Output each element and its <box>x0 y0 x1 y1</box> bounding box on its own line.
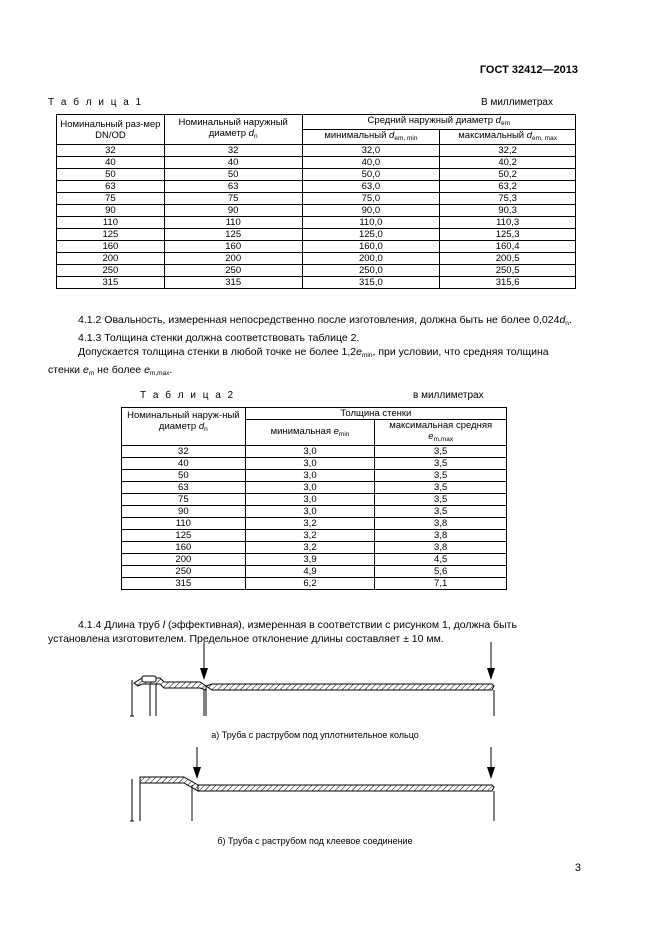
table1-cell: 75,3 <box>440 193 576 205</box>
table2-header-wall-thickness: Толщина стенки <box>245 408 506 420</box>
table2-cell: 3,8 <box>375 530 507 542</box>
figure-a-caption: а) Труба с раструбом под уплотнительное кольцо <box>211 730 419 740</box>
table1-row <box>57 241 576 253</box>
table1-cell: 160 <box>57 241 165 253</box>
table2-cell: 3,0 <box>245 506 375 518</box>
table2-units: в миллиметрах <box>413 390 484 401</box>
table1-cell: 160,4 <box>440 241 576 253</box>
table1-cell: 125,3 <box>440 229 576 241</box>
table1-cell: 200 <box>164 253 302 265</box>
table2-row <box>122 566 507 578</box>
document-code: ГОСТ 32412—2013 <box>479 64 578 76</box>
table2-cell: 6,2 <box>245 578 375 590</box>
table1-cell: 75,0 <box>302 193 440 205</box>
table2-cell: 3,0 <box>245 446 375 458</box>
table1-row <box>57 193 576 205</box>
table2-row <box>122 578 507 590</box>
table2-cell: 4,5 <box>375 554 507 566</box>
table2-row <box>122 542 507 554</box>
table1-cell: 32,0 <box>302 145 440 157</box>
table2-row <box>122 506 507 518</box>
table1-cell: 160,0 <box>302 241 440 253</box>
table2-cell: 3,5 <box>375 482 507 494</box>
table1-cell: 40,2 <box>440 157 576 169</box>
table2-cell: 40 <box>122 458 246 470</box>
table2-cell: 250 <box>122 566 246 578</box>
table1-cell: 63,0 <box>302 181 440 193</box>
table1-cell: 40,0 <box>302 157 440 169</box>
table2-header-diameter: Номинальный наруж-ный диаметр $d_n$ <box>122 408 246 446</box>
table2-cell: 3,5 <box>375 506 507 518</box>
table1-cell: 50,2 <box>440 169 576 181</box>
paragraph-4-1-2: 4.1.2 Овальность, измеренная непосредственно после изготовления, должна быть не более $0,024d_n$. 4.1.3 Толщина стенки должна соответствовать таблице 2. Допускается толщина стенки в любой точке не более $1,2e_{min}$, при условии, что средняя толщина стенки $e_m$ не более $e_{m,max}$. <box>48 313 580 381</box>
table2-cell: 315 <box>122 578 246 590</box>
table2-cell: 90 <box>122 506 246 518</box>
table2-row <box>122 530 507 542</box>
table2-row <box>122 458 507 470</box>
table1-row <box>57 145 576 157</box>
table1-row <box>57 217 576 229</box>
figure-b-pipe-adhesive-joint <box>120 745 510 825</box>
table1-row <box>57 229 576 241</box>
paragraph-4-1-4: 4.1.4 Длина труб l (эффективная), измеренная в соответствии с рисунком 1, должна быть установлена изготовителем. Предельное отклонение длины составляет ± 10 мм. <box>48 619 517 645</box>
table2-cell: 7,1 <box>375 578 507 590</box>
table1-cell: 75 <box>164 193 302 205</box>
table2-row <box>122 554 507 566</box>
table1-cell: 63 <box>57 181 165 193</box>
table1-cell: 250,0 <box>302 265 440 277</box>
table1-row <box>57 169 576 181</box>
table1-cell: 90 <box>164 205 302 217</box>
paragraph-4-1-3: 4.1.3 Толщина стенки должна соответствовать таблице 2. <box>78 332 360 344</box>
table2-header-max: максимальная средняя $e_{m,max}$ <box>375 420 507 446</box>
table2-cell: 3,9 <box>245 554 375 566</box>
table2-row <box>122 518 507 530</box>
table2-cell: 3,0 <box>245 458 375 470</box>
table2-cell: 5,6 <box>375 566 507 578</box>
table2-row <box>122 446 507 458</box>
table2-cell: 3,0 <box>245 482 375 494</box>
table2-row <box>122 494 507 506</box>
table2-cell: 3,5 <box>375 470 507 482</box>
table2-cell: 3,8 <box>375 542 507 554</box>
table1-cell: 200,0 <box>302 253 440 265</box>
table2-cell: 200 <box>122 554 246 566</box>
table1-cell: 110 <box>57 217 165 229</box>
table1-cell: 63,2 <box>440 181 576 193</box>
table2-cell: 3,0 <box>245 470 375 482</box>
table1-row <box>57 205 576 217</box>
table1-cell: 160 <box>164 241 302 253</box>
table1-cell: 40 <box>57 157 165 169</box>
table1-cell: 125 <box>57 229 165 241</box>
table1-cell: 40 <box>164 157 302 169</box>
table1-cell: 50 <box>57 169 165 181</box>
table2-cell: 32 <box>122 446 246 458</box>
table1-cell: 90 <box>57 205 165 217</box>
table2-cell: 75 <box>122 494 246 506</box>
table1-cell: 250,5 <box>440 265 576 277</box>
table1-cell: 315 <box>164 277 302 289</box>
table2-cell: 4,9 <box>245 566 375 578</box>
table1-caption: Т а б л и ц а 1 <box>48 97 144 108</box>
table1-cell: 315,0 <box>302 277 440 289</box>
table1-row <box>57 277 576 289</box>
table2-cell: 3,5 <box>375 458 507 470</box>
table1-cell: 110,0 <box>302 217 440 229</box>
table1-cell: 32,2 <box>440 145 576 157</box>
figure-a-pipe-sealing-ring <box>120 640 510 722</box>
table2-cell: 3,0 <box>245 494 375 506</box>
table1-cell: 50,0 <box>302 169 440 181</box>
table1-header-mean-diameter: Средний наружный диаметр $d_{em}$ <box>302 115 575 130</box>
figure-b-caption: б) Труба с раструбом под клеевое соединение <box>217 836 413 846</box>
table1-header-size: Номинальный раз-мер DN/OD <box>57 115 165 145</box>
table1-cell: 90,3 <box>440 205 576 217</box>
table1-cell: 32 <box>57 145 165 157</box>
table1-units: В миллиметрах <box>481 97 553 108</box>
table2-cell: 125 <box>122 530 246 542</box>
table1-row <box>57 181 576 193</box>
table2-row <box>122 470 507 482</box>
table1-cell: 125,0 <box>302 229 440 241</box>
table2-cell: 50 <box>122 470 246 482</box>
table1-cell: 32 <box>164 145 302 157</box>
table2-cell: 3,8 <box>375 518 507 530</box>
table2-cell: 160 <box>122 542 246 554</box>
table2-caption: Т а б л и ц а 2 <box>140 390 236 401</box>
table1-cell: 50 <box>164 169 302 181</box>
table2 <box>121 407 507 590</box>
table2-cell: 3,2 <box>245 542 375 554</box>
table1-cell: 250 <box>57 265 165 277</box>
table1-cell: 125 <box>164 229 302 241</box>
table1-row <box>57 265 576 277</box>
table2-cell: 3,2 <box>245 518 375 530</box>
paragraph-wall-allowance: Допускается толщина стенки в любой точке не более $1,2e_{min}$, при условии, что средняя толщина стенки $e_m$ не более $e_{m,max}$. <box>48 346 549 377</box>
table1-cell: 200 <box>57 253 165 265</box>
table1-cell: 110,3 <box>440 217 576 229</box>
table1-row <box>57 157 576 169</box>
table1-cell: 250 <box>164 265 302 277</box>
table1-cell: 90,0 <box>302 205 440 217</box>
table2-cell: 110 <box>122 518 246 530</box>
table2-cell: 63 <box>122 482 246 494</box>
table1-header-min: минимальный $d_{em, min}$ <box>302 130 440 145</box>
table2-cell: 3,5 <box>375 446 507 458</box>
table1-cell: 200,5 <box>440 253 576 265</box>
table1-row <box>57 253 576 265</box>
table1 <box>56 114 576 289</box>
table1-header-max: максимальный $d_{em, max}$ <box>440 130 576 145</box>
page-number: 3 <box>574 862 581 874</box>
table2-header-min: минимальная $e_{min}$ <box>245 420 375 446</box>
table1-cell: 315,6 <box>440 277 576 289</box>
table1-cell: 110 <box>164 217 302 229</box>
table2-cell: 3,2 <box>245 530 375 542</box>
table2-row <box>122 482 507 494</box>
table1-cell: 75 <box>57 193 165 205</box>
table1-cell: 63 <box>164 181 302 193</box>
table1-header-nominal-diameter: Номинальный наружный диаметр $d_n$ <box>164 115 302 145</box>
table2-cell: 3,5 <box>375 494 507 506</box>
table1-cell: 315 <box>57 277 165 289</box>
